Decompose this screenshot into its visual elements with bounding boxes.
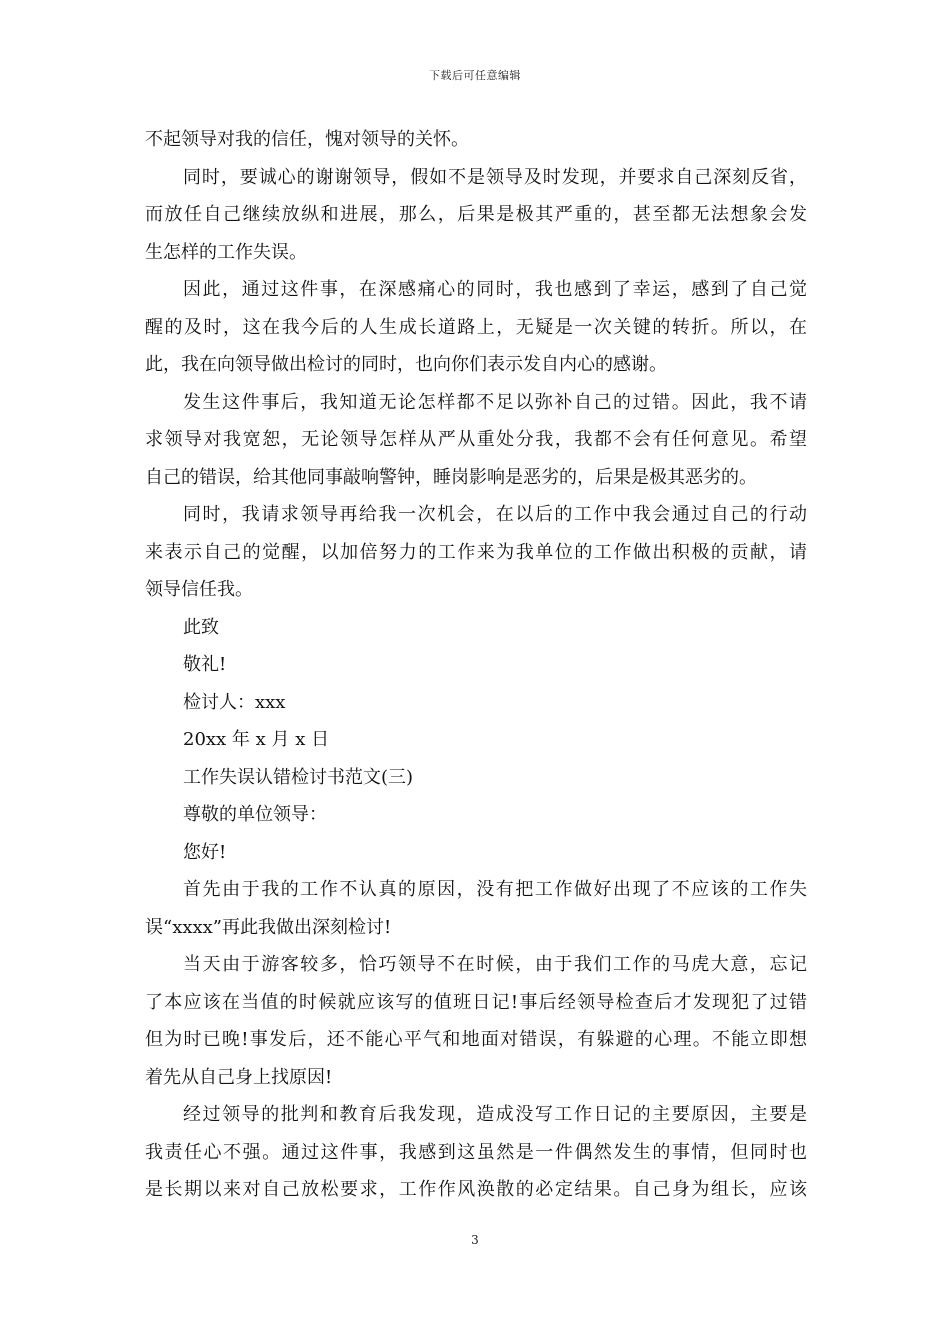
- text-line: 但为时已晚!事发后，还不能心平气和地面对错误，有躲避的心理。不能立即想: [145, 1029, 807, 1050]
- text-line: 是长期以来对自己放松要求，工作作风涣散的必定结果。自己身为组长，应该: [145, 1179, 807, 1200]
- text-line: 领导信任我。: [145, 579, 253, 600]
- text-line: 求领导对我宽恕，无论领导怎样从严从重处分我，我都不会有任何意见。希望: [145, 429, 807, 450]
- text-line: 不起领导对我的信任，愧对领导的关怀。: [145, 129, 469, 150]
- closing-salutation: 此致: [183, 616, 219, 638]
- letter-greeting: 尊敬的单位领导：: [183, 804, 327, 825]
- section-title: 工作失误认错检讨书范文(三): [183, 766, 414, 788]
- text-line: 首先由于我的工作不认真的原因，没有把工作做好出现了不应该的工作失: [183, 879, 807, 900]
- signature-line: 检讨人：xxx: [183, 691, 286, 713]
- closing-regards: 敬礼!: [183, 654, 227, 675]
- date-line: 20xx 年 x 月 x 日: [183, 729, 330, 750]
- page-number: 3: [471, 1233, 479, 1247]
- text-line: 生怎样的工作失误。: [145, 241, 307, 263]
- text-line: 醒的及时，这在我今后的人生成长道路上，无疑是一次关键的转折。所以，在: [145, 316, 807, 338]
- document-body: [145, 121, 807, 1209]
- text-line: 此，我在向领导做出检讨的同时，也向你们表示发自内心的感谢。: [145, 354, 667, 375]
- text-line: 来表示自己的觉醒，以加倍努力的工作来为我单位的工作做出积极的贡献，请: [145, 541, 807, 563]
- text-line: 当天由于游客较多，恰巧领导不在时候，由于我们工作的马虎大意，忘记: [183, 954, 807, 975]
- text-line: 因此，通过这件事，在深感痛心的同时，我也感到了幸运，感到了自己觉: [183, 279, 807, 300]
- text-line: 同时，要诚心的谢谢领导，假如不是领导及时发现，并要求自己深刻反省，: [183, 166, 807, 188]
- text-line: 同时，我请求领导再给我一次机会，在以后的工作中我会通过自己的行动: [183, 504, 807, 525]
- page-header: 下载后可任意编辑: [429, 69, 521, 82]
- text-line: 经过领导的批判和教育后我发现，造成没写工作日记的主要原因，主要是: [183, 1104, 807, 1125]
- text-line: 自己的错误，给其他同事敲响警钟，睡岗影响是恶劣的，后果是极其恶劣的。: [145, 466, 757, 488]
- text-line: 发生这件事后，我知道无论怎样都不足以弥补自己的过错。因此，我不请: [183, 391, 807, 413]
- text-line: 而放任自己继续放纵和进展，那么，后果是极其严重的，甚至都无法想象会发: [145, 204, 807, 225]
- text-line: 了本应该在当值的时候就应该写的值班日记!事后经领导检查后才发现犯了过错: [145, 991, 807, 1013]
- text-line: 我责任心不强。通过这件事，我感到这虽然是一件偶然发生的事情，但同时也: [145, 1141, 807, 1163]
- letter-greeting-hello: 您好!: [183, 841, 227, 863]
- text-line: 着先从自己身上找原因!: [145, 1066, 333, 1088]
- text-line: 误“xxxx”再此我做出深刻检讨!: [145, 916, 392, 938]
